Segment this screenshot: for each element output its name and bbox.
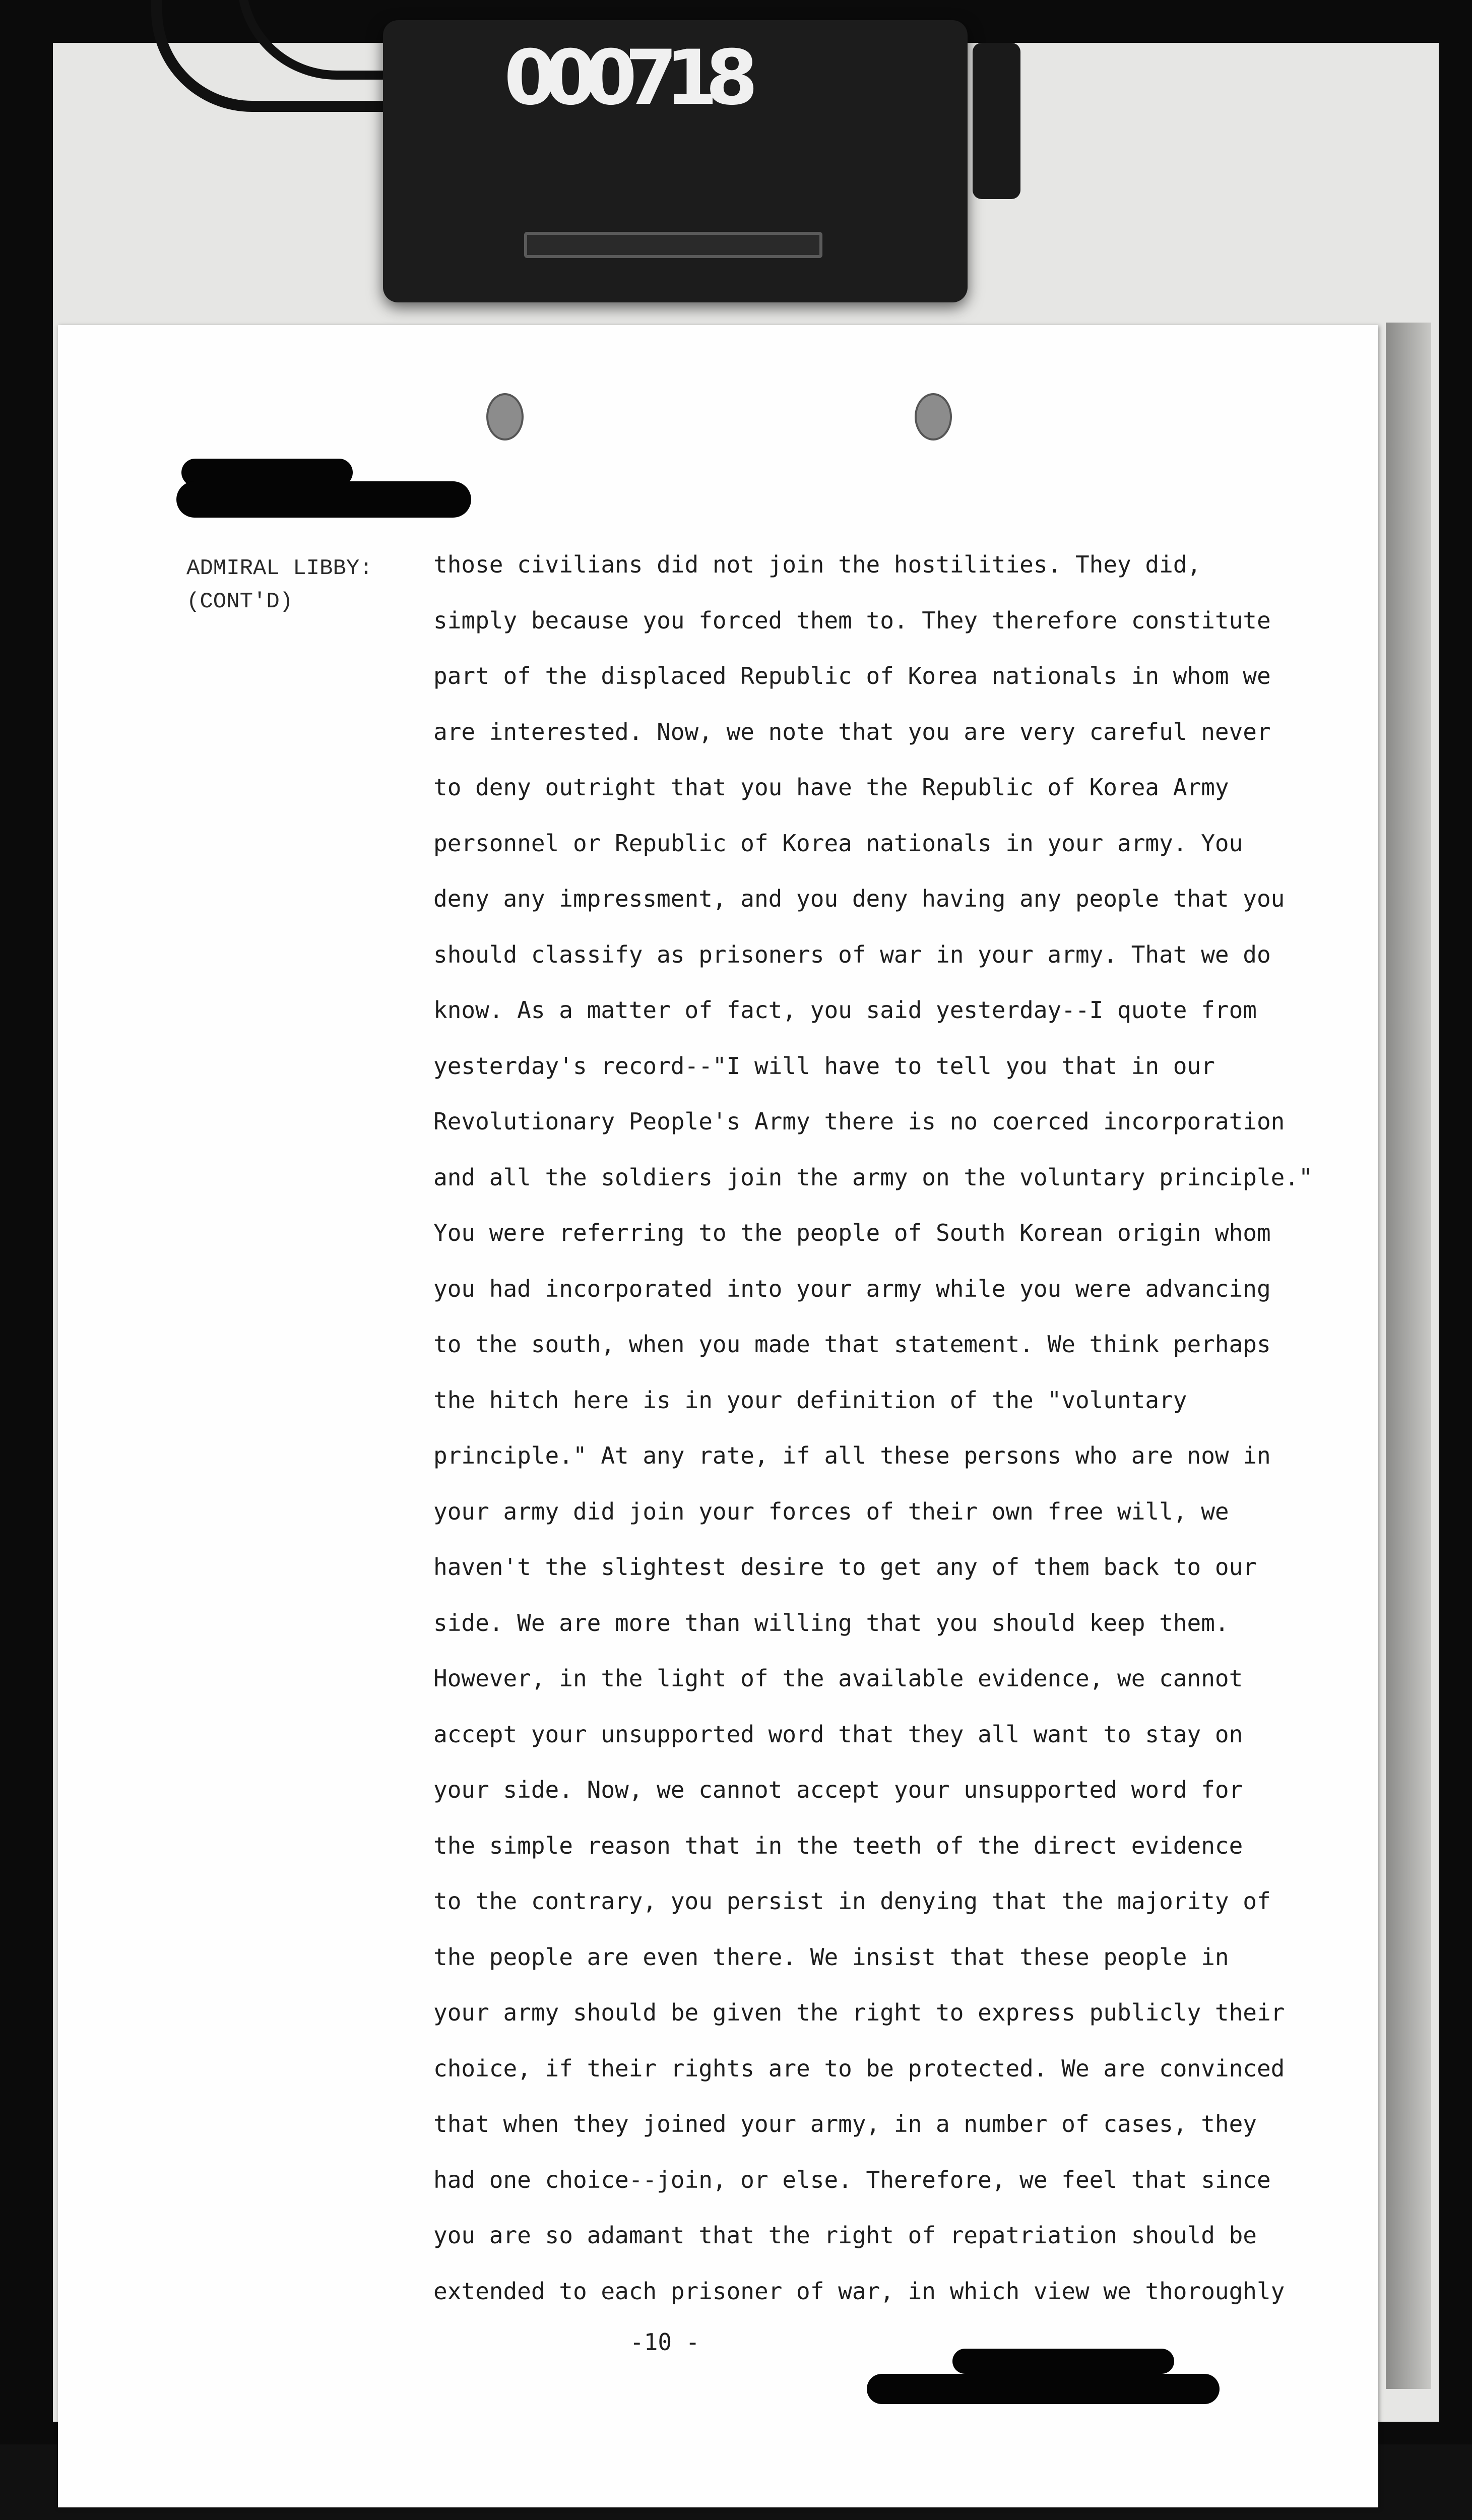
transcript-body: [433, 548, 1330, 2330]
text-line: extended to each prisoner of war, in which view we thoroughly: [433, 2277, 1285, 2305]
text-line: had one choice--join, or else. Therefore, we feel that since: [433, 2166, 1271, 2193]
text-line: However, in the light of the available evidence, we cannot: [433, 1665, 1243, 1692]
redaction-mark-top-bar: [176, 481, 471, 518]
text-line: to the south, when you made that statement. We think perhaps: [433, 1331, 1271, 1358]
text-line: your army did join your forces of their own free will, we: [433, 1497, 1229, 1525]
text-line: part of the displaced Republic of Korea nationals in whom we: [433, 662, 1271, 689]
text-line: simply because you forced them to. They therefore constitute: [433, 606, 1271, 634]
text-line: deny any impressment, and you deny having any people that you: [433, 885, 1285, 912]
text-line: know. As a matter of fact, you said yesterday--I quote from: [433, 996, 1257, 1024]
text-line: the people are even there. We insist that these people in: [433, 1943, 1229, 1971]
text-line: yesterday's record--"I will have to tell you that in our: [433, 1052, 1215, 1080]
counter-digit: 0: [544, 34, 597, 122]
counter-digit: 1: [665, 34, 718, 122]
text-line: the simple reason that in the teeth of the direct evidence: [433, 1832, 1243, 1859]
speaker-label: [186, 552, 373, 618]
counter-digit: 8: [706, 34, 758, 122]
text-line: are interested. Now, we note that you are very careful never: [433, 718, 1271, 745]
text-line: the hitch here is in your definition of the "voluntary: [433, 1386, 1187, 1414]
page-number: -10 -: [630, 2328, 700, 2356]
text-line: and all the soldiers join the army on the voluntary principle.": [433, 1163, 1313, 1191]
text-line: should classify as prisoners of war in your army. That we do: [433, 940, 1271, 968]
counter-slot: [524, 232, 822, 258]
frame-counter-tab: [973, 43, 1020, 199]
punch-hole-left: [486, 393, 524, 440]
speaker-continued: (CONT'D): [186, 589, 293, 614]
text-line: that when they joined your army, in a number of cases, they: [433, 2110, 1257, 2137]
speaker-name: ADMIRAL LIBBY:: [186, 556, 373, 581]
text-line: you are so adamant that the right of repatriation should be: [433, 2222, 1257, 2249]
text-line: choice, if their rights are to be protected. We are convinced: [433, 2054, 1285, 2082]
page-edge-shadow: [1386, 323, 1431, 2389]
redaction-mark-bottom: [952, 2349, 1174, 2374]
text-line: principle." At any rate, if all these persons who are now in: [433, 1442, 1271, 1469]
text-line: accept your unsupported word that they all want to stay on: [433, 1720, 1243, 1748]
text-line: your side. Now, we cannot accept your unsupported word for: [433, 1776, 1243, 1803]
text-line: personnel or Republic of Korea nationals in your army. You: [433, 829, 1243, 857]
text-line: side. We are more than willing that you should keep them.: [433, 1609, 1229, 1636]
redaction-mark-bottom-bar: [867, 2374, 1220, 2404]
punch-hole-right: [915, 393, 952, 440]
text-line: you had incorporated into your army while you were advancing: [433, 1275, 1271, 1302]
text-line: those civilians did not join the hostilities. They did,: [433, 551, 1201, 578]
counter-digit: 7: [625, 34, 678, 122]
text-line: to the contrary, you persist in denying that the majority of: [433, 1887, 1271, 1915]
text-line: haven't the slightest desire to get any of them back to our: [433, 1553, 1257, 1581]
text-line: Revolutionary People's Army there is no coerced incorporation: [433, 1108, 1285, 1135]
typed-page: [58, 325, 1378, 2507]
frame-counter-digits: [504, 34, 758, 122]
text-line: to deny outright that you have the Republic of Korea Army: [433, 774, 1229, 801]
text-line: your army should be given the right to express publicly their: [433, 1999, 1285, 2026]
counter-digit: 0: [585, 34, 637, 122]
text-line: You were referring to the people of South Korean origin whom: [433, 1219, 1271, 1246]
counter-digit: 0: [504, 34, 557, 122]
